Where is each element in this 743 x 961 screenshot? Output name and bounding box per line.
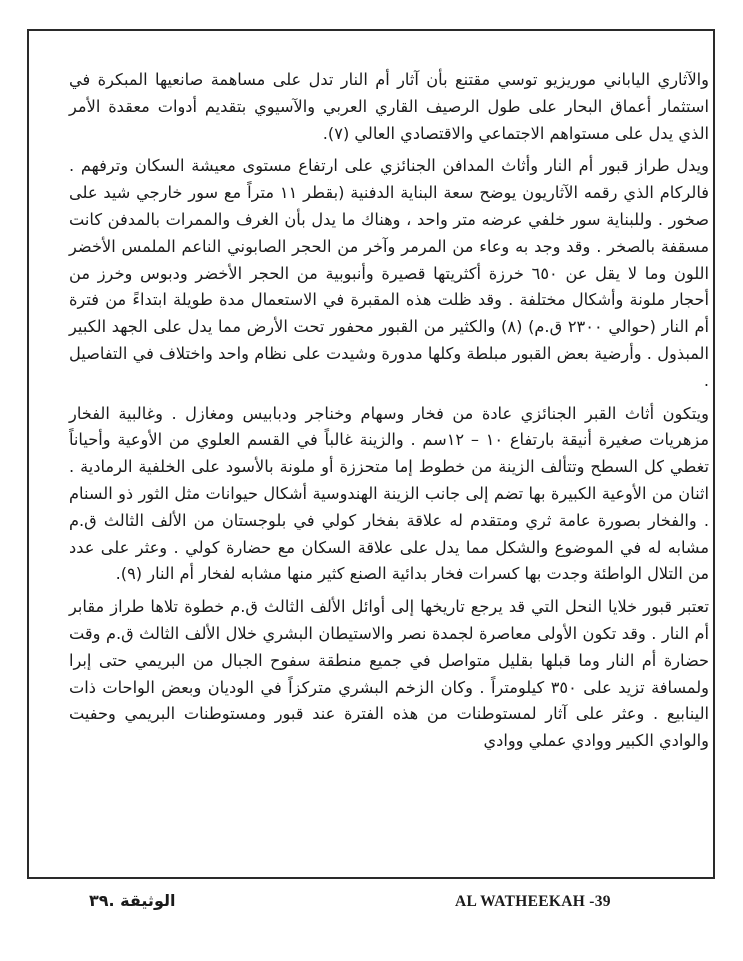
article-body — [69, 67, 709, 755]
paragraph-2: ويدل طراز قبور أم النار وأثاث المدافن الجنائزي على ارتفاع مستوى معيشة السكان وترفهم . فالركام الذي رقمه الآثاريون يوضح سعة البناية الدفنية (بقطر ١١ متراً مع سور خارجي شيد على صخور . وللبناية سور خلفي عرضه متر واحد ، وهناك ما يدل بأن الغرف والممرات بالمدفن كانت مسقفة بالصخر . وقد وجد به وعاء من المرمر وآخر من الحجر الصابوني الناعم الملمس الأخضر اللون وما لا يقل عن ٦٥٠ خرزة أكثريتها قصيرة وأنبوبية من الحجر الأخضر ودبوس وخرز من أحجار ملونة وأشكال مختلفة . وقد ظلت هذه المقبرة في الاستعمال مدة طويلة ابتداءً من فترة أم النار (حوالي ٢٣٠٠ ق.م) (٨) والكثير من القبور محفور تحت الأرض مما يدل على الجهد الكبير المبذول . وأرضية بعض القبور مبلطة وكلها مدورة وشيدت على نظام واحد واختلاف في التفاصيل . — [69, 156, 709, 390]
paragraph-1: والآثاري الياباني موريزيو توسي مقتنع بأن آثار أم النار تدل على مساهمة صانعيها المبكرة في استثمار أعماق البحار على طول الرصيف القاري العربي والآسيوي بتقديم أدوات معقدة الأمر الذي يدل على مستواهم الاجتماعي والاقتصادي العالي (٧). — [69, 70, 709, 143]
footer-page-label-arabic: الوثيقة .٣٩ — [89, 891, 176, 910]
paragraph-4: تعتبر قبور خلايا النحل التي قد يرجع تاريخها إلى أوائل الألف الثالث ق.م خطوة تلاها طراز مقابر أم النار . وقد تكون الأولى معاصرة لجمدة نصر والاستيطان البشري خلال الألف الثالث ق.م وقت حضارة أم النار وما قبلها بقليل متواصل في جميع منطقة سفوح الجبال من البريمي حتى إبرا ولمسافة تزيد على ٣٥٠ كيلومتراً . وكان الزخم البشري متركزاً في الوديان وبعض الواحات ذات الينابيع . وعثر على آثار لمستوطنات من هذه الفترة عند قبور ومستوطنات البريمي وحفيت والوادي الكبير ووادي عملي ووادي — [69, 597, 709, 751]
footer-page-label-english: AL WATHEEKAH -39 — [455, 893, 611, 910]
paragraph-3: ويتكون أثاث القبر الجنائزي عادة من فخار وسهام وخناجر ودبابيس ومغازل . وغالبية الفخار مزهريات صغيرة أنيقة بارتفاع ١٠ – ١٢سم . والزينة غالباً في القسم العلوي من الأوعية وأحياناً تغطي كل السطح وتتألف الزينة من خطوط إما متحززة أو ملونة بالأسود على الخلفية الرمادية . اثنان من الأوعية الكبيرة بها تضم إلى جانب الزينة الهندوسية أشكال حيوانات مثل الثور ذو السنام . والفخار بصورة عامة ثري ومتقدم له علاقة بفخار كولي في بلوجستان من الألف الثالث ق.م مشابه له في الموضوع والشكل مما يدل على علاقة السكان مع حضارة كولي . وعثر على عدد من التلال الواطئة وجدت بها كسرات فخار بدائية الصنع كثير منها مشابه لفخار أم النار (٩). — [69, 403, 710, 584]
page-footer — [27, 889, 715, 919]
page-frame — [27, 29, 715, 879]
